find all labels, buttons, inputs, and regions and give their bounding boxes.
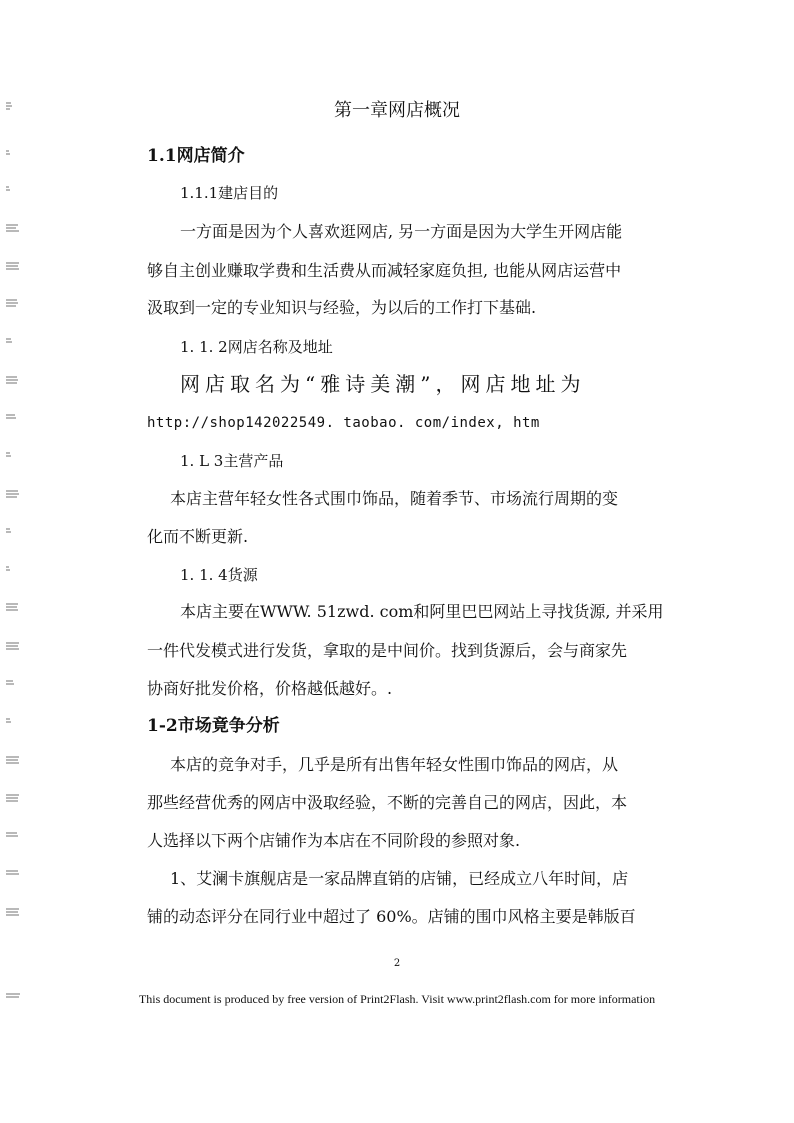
margin-artifact <box>6 566 20 578</box>
section-heading-1-1: 1.1网店简介 <box>147 146 245 166</box>
margin-artifact <box>6 908 20 920</box>
paragraph-line: 那些经营优秀的网店中汲取经验，不断的完善自己的网店，因此，本 <box>147 793 628 812</box>
margin-artifact <box>6 718 20 730</box>
margin-artifact <box>6 794 20 806</box>
subsection-heading-1-1-3: 1. L 3主营产品 <box>180 452 284 470</box>
margin-artifact <box>6 338 20 350</box>
paragraph-line: 一方面是因为个人喜欢逛网店, 另一方面是因为大学生开网店能 <box>180 222 623 241</box>
margin-artifact <box>6 870 20 882</box>
paragraph-line: 人选择以下两个店铺作为本店在不同阶段的参照对象. <box>147 831 521 850</box>
watermark-footer: This document is produced by free version of Print2Flash. Visit www.print2flash.com for more information <box>138 992 656 1006</box>
subsection-heading-1-1-4: 1. 1. 4货源 <box>180 566 258 584</box>
chapter-title: 第一章网店概况 <box>334 100 460 121</box>
paragraph-line: 协商好批发价格，价格越低越好。. <box>147 679 393 698</box>
paragraph-line: 1、艾澜卡旗舰店是一家品牌直销的店铺，已经成立八年时间，店 <box>170 869 629 888</box>
margin-artifact <box>6 603 20 615</box>
margin-artifact <box>6 186 20 198</box>
margin-artifact <box>6 299 20 311</box>
margin-artifact <box>6 832 20 844</box>
margin-artifact <box>6 262 20 274</box>
margin-artifact <box>6 680 20 692</box>
margin-artifact <box>6 376 20 388</box>
margin-artifact <box>6 528 20 540</box>
margin-artifact <box>6 150 20 162</box>
margin-artifact <box>6 642 20 654</box>
paragraph-line: 化而不断更新. <box>147 527 249 546</box>
margin-artifact <box>6 993 20 1005</box>
paragraph-line: 铺的动态评分在同行业中超过了 60%。店铺的围巾风格主要是韩版百 <box>147 907 636 926</box>
section-heading-1-2: 1-2市场竟争分析 <box>147 716 280 736</box>
subsection-heading-1-1-1: 1.1.1建店目的 <box>180 184 279 202</box>
paragraph-line: 一件代发模式进行发货，拿取的是中间价。找到货源后，会与商家先 <box>147 641 628 660</box>
paragraph-line: 汲取到一定的专业知识与经验，为以后的工作打下基础. <box>147 298 537 317</box>
paragraph-line: 本店主要在WWW. 51zwd. com和阿里巴巴网站上寻找货源, 并采用 <box>180 602 664 621</box>
page-number: 2 <box>393 958 401 969</box>
margin-artifact <box>6 102 20 114</box>
paragraph-line: 网店取名为“雅诗美潮”，网店地址为 <box>180 372 586 396</box>
paragraph-line: 本店的竞争对手，几乎是所有出售年轻女性围巾饰品的网店，从 <box>170 755 619 774</box>
paragraph-line: 本店主营年轻女性各式围巾饰品，随着季节、市场流行周期的变 <box>170 489 619 508</box>
margin-artifact <box>6 756 20 768</box>
shop-url: http://shop142022549. taobao. com/index, htm <box>147 415 540 431</box>
paragraph-line: 够自主创业赚取学费和生活费从而减轻家庭负担, 也能从网店运营中 <box>147 261 622 280</box>
margin-artifact <box>6 452 20 464</box>
margin-artifact <box>6 490 20 502</box>
margin-artifact <box>6 224 20 236</box>
margin-artifact <box>6 414 20 426</box>
subsection-heading-1-1-2: 1. 1. 2网店名称及地址 <box>180 338 333 356</box>
